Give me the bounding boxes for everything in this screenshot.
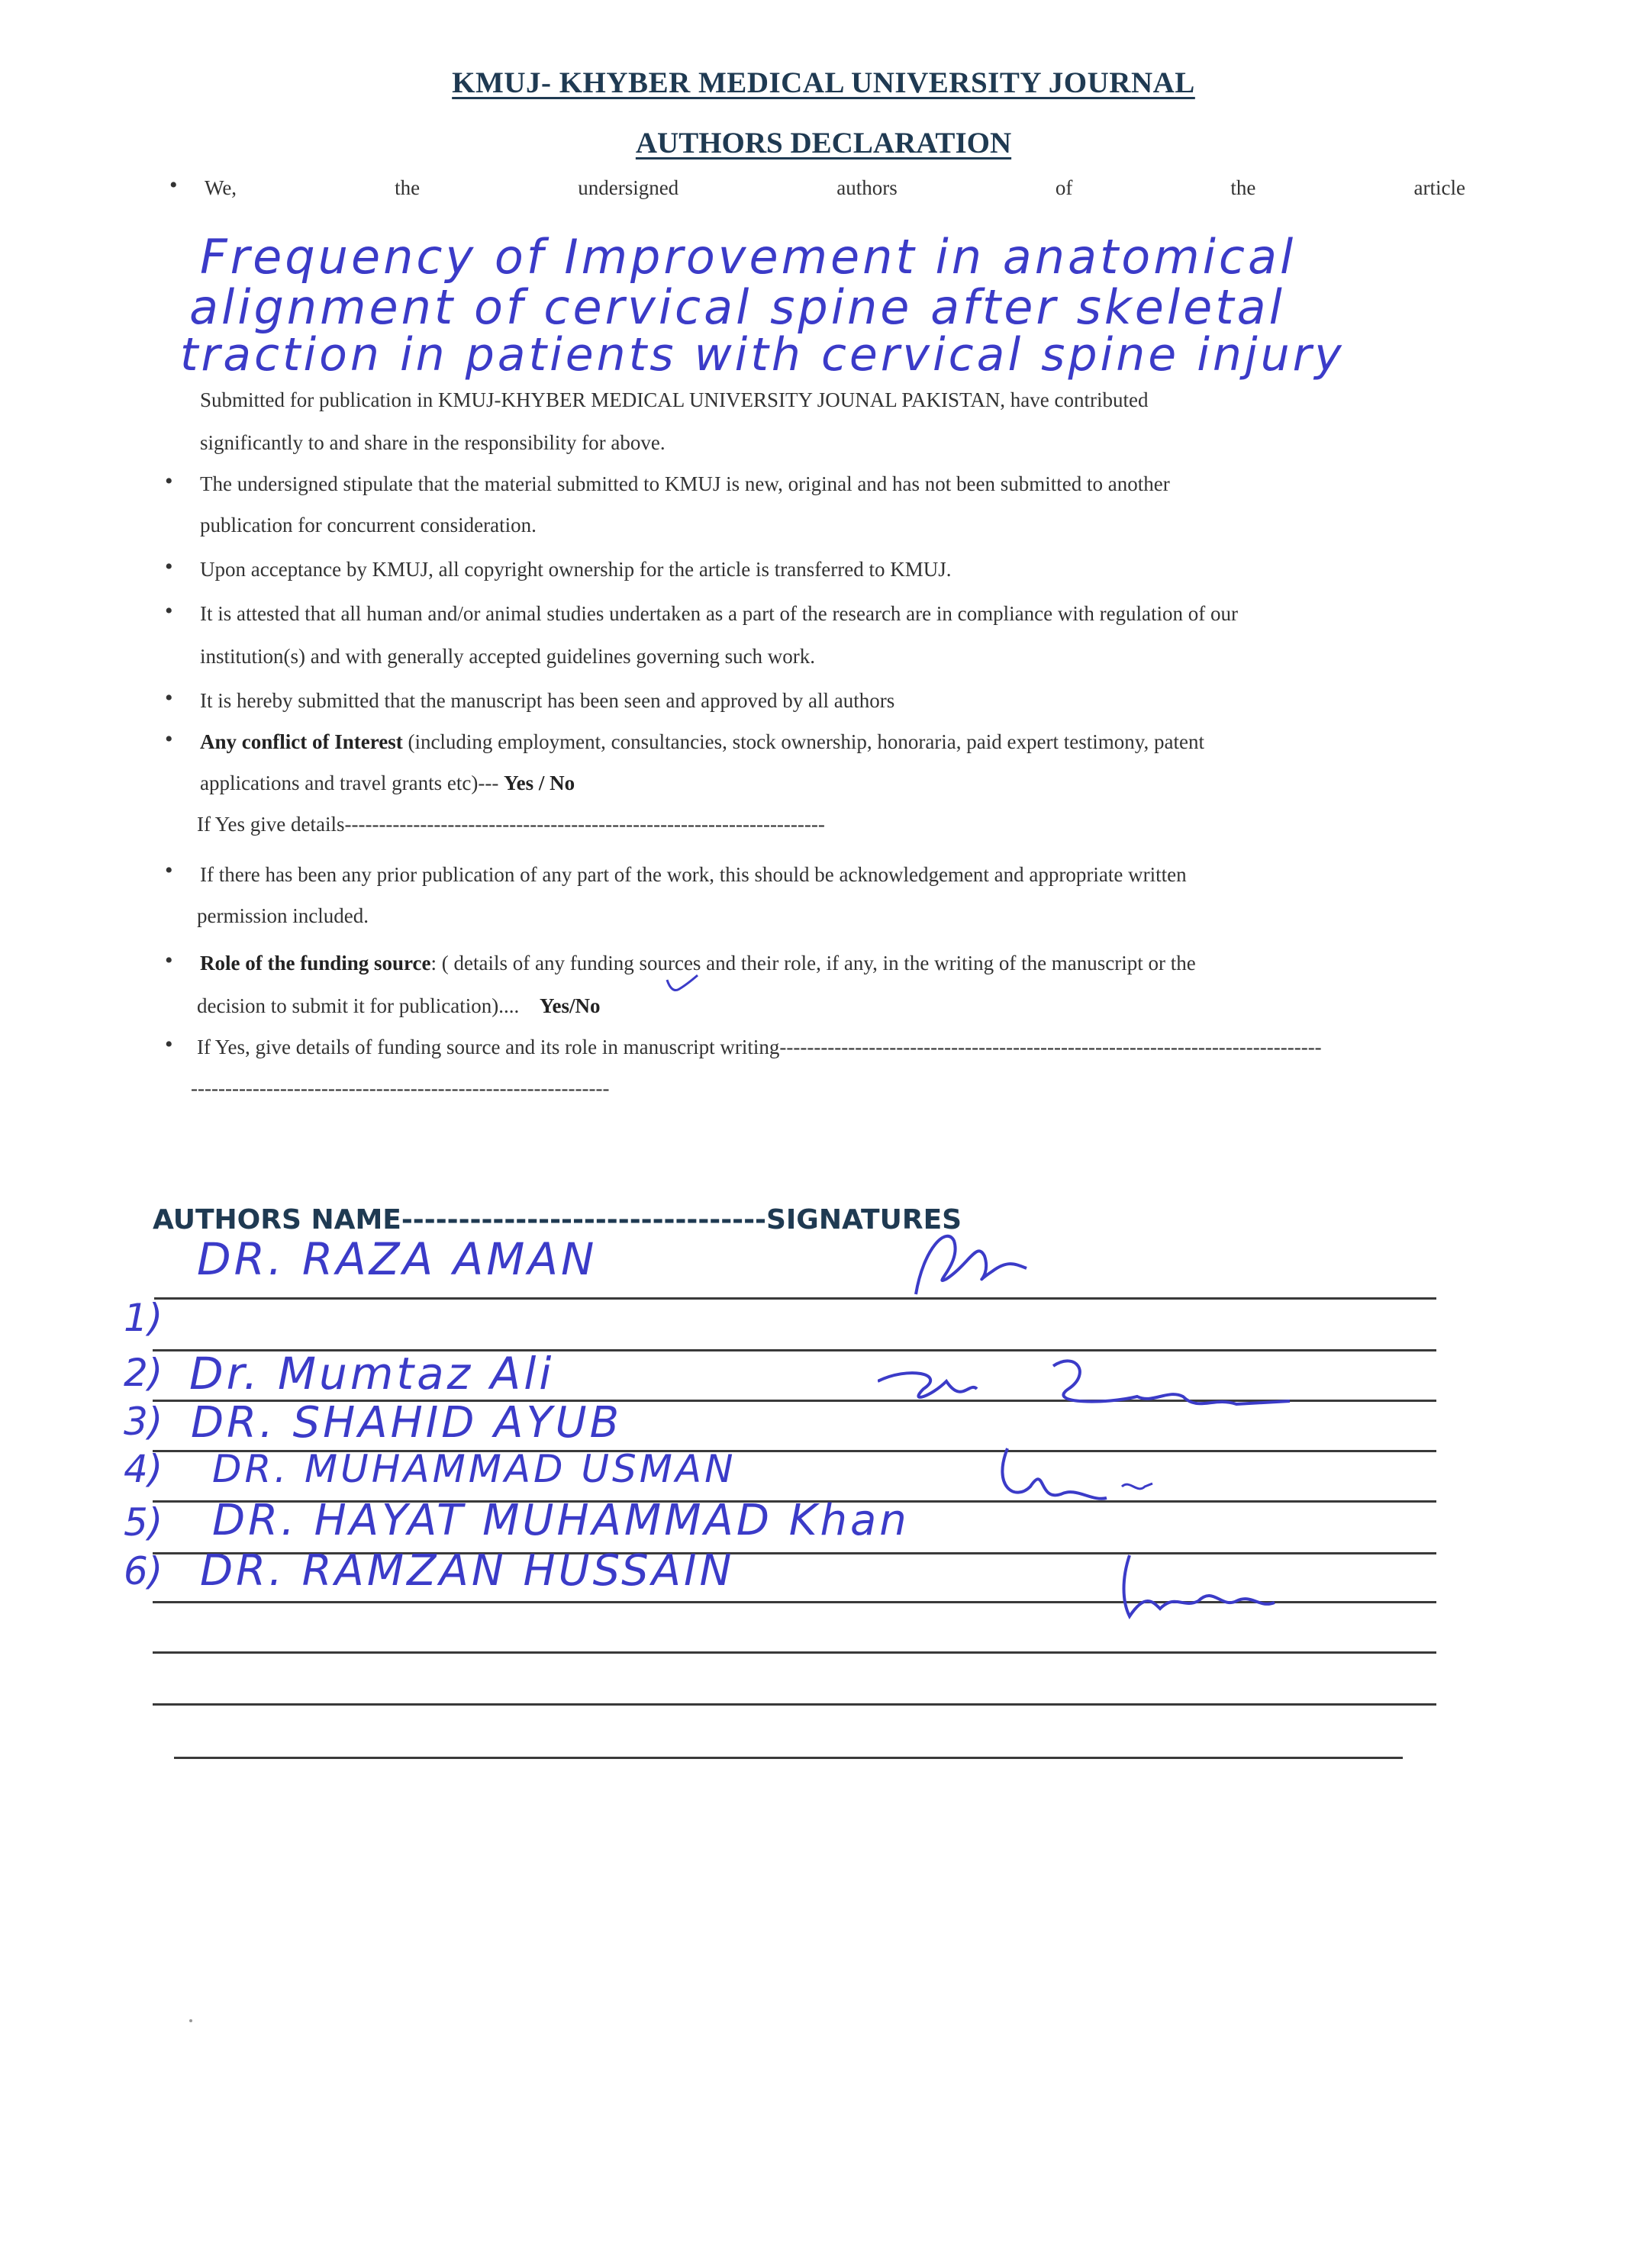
signature-line: [153, 1651, 1436, 1654]
conflict-cont: [200, 771, 575, 795]
bullet: •: [165, 554, 173, 579]
conflict-choice: Yes / No: [504, 772, 575, 794]
conflict-label: Any conflict of Interest: [200, 730, 403, 753]
funding-choice: Yes/No: [539, 994, 601, 1017]
funding-details-cont: -------------------------------------------------------------: [191, 1077, 610, 1100]
intro-word: article: [1413, 176, 1465, 199]
journal-title: KMUJ- KHYBER MEDICAL UNIVERSITY JOURNAL: [452, 66, 1195, 99]
bullet: •: [165, 598, 173, 623]
article-title-line-3: traction in patients with cervical spine injury: [180, 328, 1345, 382]
prior-text: If there has been any prior publication of any part of the work, this should be acknowledgement and appropriate written: [200, 863, 1187, 886]
article-title-line-2: alignment of cervical spine after skeletal: [189, 279, 1285, 335]
funding-cont-text: decision to submit it for publication)....: [197, 994, 520, 1017]
intro-word: the: [395, 176, 421, 199]
author-number: 2): [124, 1351, 163, 1395]
bullet: •: [165, 948, 173, 973]
submitted-line-cont: significantly to and share in the responsibility for above.: [200, 431, 666, 454]
bullet: •: [165, 726, 173, 752]
author-number: 5): [124, 1500, 163, 1545]
author-name: DR. HAYAT MUHAMMAD Khan: [212, 1496, 910, 1545]
conflict-details: If Yes give details----------------------------------------------------------------------: [197, 813, 825, 836]
declaration-item-text: It is attested that all human and/or animal studies undertaken as a part of the research are in compliance with regulation of our: [200, 602, 1239, 625]
conflict-text: (including employment, consultancies, stock ownership, honoraria, paid expert testimony, patent: [408, 730, 1204, 753]
intro-word: the: [1230, 176, 1256, 199]
declaration-item-cont: institution(s) and with generally accepted guidelines governing such work.: [200, 645, 816, 668]
submitted-line: Submitted for publication in KMUJ-KHYBER MEDICAL UNIVERSITY JOUNAL PAKISTAN, have contributed: [200, 388, 1149, 411]
bullet: •: [169, 172, 178, 198]
declaration-item-cont: publication for concurrent consideration.: [200, 514, 537, 536]
author-name: DR. MUHAMMAD USMAN: [212, 1447, 736, 1491]
author-number: 3): [124, 1400, 163, 1444]
signature-lead-author: [901, 1218, 1030, 1302]
signature-line: [153, 1703, 1436, 1706]
author-number: 4): [124, 1447, 163, 1491]
intro-line: [205, 176, 1465, 200]
declaration-item-text: The undersigned stipulate that the material submitted to KMUJ is new, original and has not been submitted to another: [200, 472, 1170, 495]
signature-author-6: [1114, 1548, 1297, 1624]
author-name: DR. RAMZAN HUSSAIN: [200, 1546, 735, 1596]
funding-cont: [197, 994, 600, 1018]
bullet: •: [165, 1032, 173, 1057]
intro-word: of: [1055, 176, 1073, 199]
lead-author-name: DR. RAZA AMAN: [197, 1233, 598, 1285]
declaration-item-text: It is hereby submitted that the manuscript has been seen and approved by all authors: [200, 689, 895, 712]
signature-line: [174, 1757, 1403, 1759]
bullet: •: [165, 858, 173, 883]
signature-line: [154, 1297, 1436, 1300]
check-mark-icon: [664, 972, 702, 995]
conflict-line: [200, 730, 1204, 754]
signature-author-2-3: [878, 1351, 1305, 1442]
form-title: AUTHORS DECLARATION: [635, 127, 1012, 159]
authors-header: AUTHORS NAME--------------------------------SIGNATURES: [153, 1204, 962, 1235]
author-name: Dr. Mumtaz Ali: [189, 1348, 555, 1400]
funding-text: : ( details of any funding sources and their role, if any, in the writing of the manuscript or the: [430, 952, 1196, 975]
declaration-item-text: Upon acceptance by KMUJ, all copyright ownership for the article is transferred to KMUJ.: [200, 558, 952, 581]
intro-word: undersigned: [578, 176, 679, 199]
bullet: •: [165, 685, 173, 710]
prior-cont: permission included.: [197, 904, 369, 927]
author-name: DR. SHAHID AYUB: [191, 1398, 623, 1448]
author-number: 1): [124, 1296, 163, 1340]
conflict-cont-text: applications and travel grants etc)---: [200, 772, 499, 794]
bullet: •: [165, 469, 173, 494]
author-number: 6): [124, 1549, 163, 1593]
speck: [189, 2019, 192, 2022]
funding-label: Role of the funding source: [200, 952, 431, 975]
intro-word: We,: [205, 176, 237, 199]
article-title-line-1: Frequency of Improvement in anatomical: [200, 229, 1297, 285]
signature-author-4: [992, 1441, 1191, 1517]
intro-word: authors: [836, 176, 898, 199]
funding-details: If Yes, give details of funding source and its role in manuscript writing-------------------------------------------------------------------------------: [197, 1036, 1322, 1058]
